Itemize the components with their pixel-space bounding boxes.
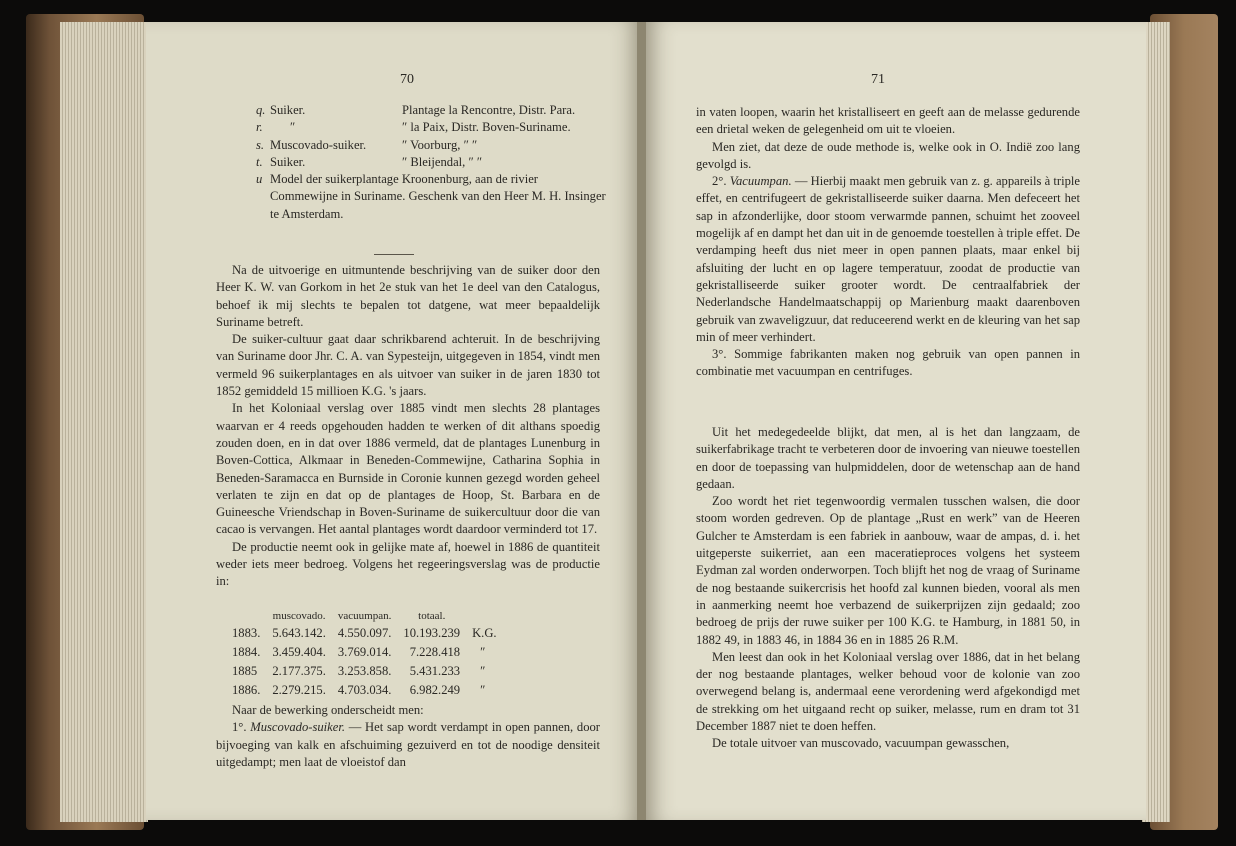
table-header bbox=[226, 608, 503, 624]
cell-vacuumpan: 3.253.858. bbox=[337, 664, 392, 678]
list-item bbox=[256, 137, 606, 154]
list-source: Plantage la Rencontre, Distr. Para. bbox=[402, 103, 576, 117]
item-term: Vacuumpan. bbox=[729, 174, 792, 189]
paragraph: De productie neemt ook in gelijke mate af, hoewel in 1886 de quantiteit weder iets meer bedroeg. Volgens het regeeringsverslag was de productie in: bbox=[216, 539, 600, 589]
item-number: 2°. bbox=[712, 174, 727, 189]
column-header: vacuumpan. bbox=[337, 610, 392, 622]
item-text: Sommige fabrikanten maken nog gebruik van open pannen in combinatie met vacuumpan en centrifuges. bbox=[696, 347, 1080, 379]
cell-totaal: 5.431.233 bbox=[409, 664, 461, 678]
column-header: totaal. bbox=[418, 610, 446, 622]
table-row bbox=[226, 662, 503, 681]
divider bbox=[374, 254, 414, 255]
cell-muscovado: 5.643.142. bbox=[272, 626, 326, 640]
cell-muscovado: 3.459.404. bbox=[272, 645, 326, 659]
item-text: — Het sap wordt verdampt in open pannen, door bijvoeging van kalk en afschuiming gezuiverd en tot de noodige densiteit uitgedampt; men laat de vloeistof dan bbox=[216, 720, 600, 769]
item-number: 3°. bbox=[712, 347, 727, 362]
paragraph bbox=[696, 346, 1080, 381]
production-table bbox=[226, 608, 503, 700]
paragraph bbox=[696, 173, 1080, 346]
page-number: 71 bbox=[871, 72, 885, 87]
paragraph: Zoo wordt het riet tegenwoordig vermalen tusschen walsen, die door stoom worden gedreven. Op de plantage „Rust en werk” van de Heeren Gulcher te Amsterdam is een fabriek in aanbouw, waar de ampas, d. i. het uitgeperste suikerriet, aan een maceratieproces volgens het systeem Eydman zal worden onderworpen. Toch blijft het nog de vraag of Suriname de nog bestaande suikercrisis het hoofd zal kunnen bieden, vooral als men in aanmerking neemt hoe verbazend de suikerprijzen zijn gedaald; zoo bedroeg de prijs der ruwe suiker per 100 K.G. te Hamburg, in 1881 50, in 1882 49, in 1883 46, in 1884 36 en in 1885 26 R.M. bbox=[696, 494, 1080, 647]
paragraph bbox=[216, 719, 600, 771]
paragraph: Naar de bewerking onderscheidt men: bbox=[232, 703, 424, 717]
body-text-continued bbox=[696, 424, 1080, 753]
paragraph: De totale uitvoer van muscovado, vacuumpan gewasschen, bbox=[712, 736, 1010, 751]
left-page bbox=[146, 22, 640, 820]
cell-year: 1884. bbox=[232, 645, 261, 659]
list-item bbox=[256, 171, 606, 223]
list-item bbox=[256, 119, 606, 136]
list-text: Model der suikerplantage Kroonenburg, aan de rivier Commewijne in Suriname. Geschenk van den Heer M. H. Insinger te Amsterdam. bbox=[270, 172, 606, 221]
table-row bbox=[226, 624, 503, 643]
paragraph: De suiker-cultuur gaat daar schrikbarend achteruit. In de beschrijving van Suriname door Jhr. C. A. van Sypesteijn, uitgegeven in 1854, vindt men vermeld 96 suikerplantages en als uitvoer van suiker in de jaren 1830 tot 1852 gemiddeld 15 millioen K.G. 's jaars. bbox=[216, 332, 600, 399]
page-edges-left bbox=[60, 22, 148, 822]
page-number: 70 bbox=[400, 72, 414, 87]
list-name: Muscovado-suiker. bbox=[270, 137, 367, 152]
list-key: u bbox=[256, 172, 263, 187]
paragraph: Men ziet, dat deze de oude methode is, welke ook in O. Indië zoo lang gevolgd is. bbox=[696, 139, 1080, 171]
list-key: r. bbox=[256, 120, 263, 135]
exhibit-list bbox=[256, 102, 606, 223]
paragraph: Uit het medegedeelde blijkt, dat men, al is het dan langzaam, de suikerfabrikage tracht te verbeteren door de invoering van nieuwe toestellen en door de toepassing van hulpmiddelen, door de wetenschap aan de hand gedaan. bbox=[696, 425, 1080, 491]
item-number: 1°. bbox=[232, 720, 247, 735]
cell-year: 1886. bbox=[232, 683, 261, 697]
list-name: Suiker. bbox=[270, 154, 306, 169]
list-source: ″ la Paix, Distr. Boven-Suriname. bbox=[402, 120, 571, 135]
table-row bbox=[226, 681, 503, 700]
item-text: — Hierbij maakt men gebruik van z. g. appareils à triple effet, en centrifugeert de gekristalliseerde suiker daarna. Men defeceert het sap in afzonderlijke, door stoom verwarmde pannen, schuimt het zooveel mogelijk af en dampt het dan uit in de genoemde toestellen à triple effet. De verdamping heeft dus niet meer in open pannen plaats, maar enkel bij afsluiting der lucht en op lagere temperatuur, zoodat de productie van gekristalliseerde suiker grooter wordt. De centraalfabriek der Nederlandsche Handelmaatschappij op Marienburg maakt daarenboven gebruik van zwaveligzuur, dat reduceerend werkt en de kleuring van het sap min of meer verhindert. bbox=[696, 174, 1080, 344]
cell-totaal: 7.228.418 bbox=[409, 645, 461, 659]
page-edges-right bbox=[1142, 22, 1170, 822]
list-item bbox=[256, 154, 606, 171]
paragraph: Men leest dan ook in het Koloniaal verslag over 1886, dat in het belang der nog bestaande plantages, welker behoud voor de kolonie van zoo overwegend belang is, andermaal eene verordening werd afgekondigd met de strekking om het uitgaand recht op suiker, melasse, rum en dram tot 31 December 1887 niet te doen heffen. bbox=[696, 649, 1080, 734]
cell-unit: ″ bbox=[480, 664, 486, 678]
paragraph: Na de uitvoerige en uitmuntende beschrijving van de suiker door den Heer K. W. van Gorkom in het 2e stuk van het 1e deel van den Catalogus, behoef ik mij slechts te bepalen tot datgene, wat meer bepaaldelijk Suriname betreft. bbox=[216, 263, 600, 329]
body-text bbox=[696, 104, 1080, 381]
right-page bbox=[646, 22, 1146, 820]
cell-year: 1885 bbox=[232, 664, 258, 678]
body-text-continued bbox=[216, 702, 600, 771]
list-name: ″ bbox=[290, 120, 296, 135]
list-key: t. bbox=[256, 154, 263, 169]
cell-muscovado: 2.177.375. bbox=[272, 664, 326, 678]
list-source: ″ Voorburg, ″ ″ bbox=[402, 137, 478, 152]
cell-totaal: 6.982.249 bbox=[409, 683, 461, 697]
paragraph: in vaten loopen, waarin het kristalliseert en geeft aan de melasse gedurende een drietal weken de gelegenheid om uit te vloeien. bbox=[696, 105, 1080, 137]
body-text bbox=[216, 262, 600, 591]
cell-totaal: 10.193.239 bbox=[403, 626, 461, 640]
cell-vacuumpan: 4.550.097. bbox=[337, 626, 392, 640]
list-name: Suiker. bbox=[270, 103, 306, 117]
list-key: s. bbox=[256, 137, 265, 152]
cell-year: 1883. bbox=[232, 626, 261, 640]
list-source: ″ Bleijendal, ″ ″ bbox=[402, 154, 483, 169]
cell-muscovado: 2.279.215. bbox=[272, 683, 326, 697]
item-term: Muscovado-suiker. bbox=[250, 720, 345, 735]
cell-vacuumpan: 4.703.034. bbox=[337, 683, 392, 697]
cell-vacuumpan: 3.769.014. bbox=[337, 645, 392, 659]
cell-unit: ″ bbox=[480, 683, 486, 697]
cell-unit: K.G. bbox=[472, 626, 497, 640]
cell-unit: ″ bbox=[480, 645, 486, 659]
list-key: q. bbox=[256, 103, 266, 117]
paragraph: In het Koloniaal verslag over 1885 vindt men slechts 28 plantages waarvan er 4 reeds opgehouden hadden te werken of dit althans spoedig zouden doen, en in dat over 1886 vermeld, dat de plantages Lunenburg in Boven-Cottica, Alkmaar in Beneden-Commewijne, Catharina Sophia in Beneden-Saramacca en Burnside in Coronie kunnen gezegd worden geheel verlaten te zijn en dat op de plantages de Hoop, St. Barbara en de Guineesche Vriendschap in Boven-Suriname de suikercultuur door die van cacao is vervangen. Het aantal plantages wordt daardoor verminderd tot 17. bbox=[216, 401, 600, 537]
table-row bbox=[226, 643, 503, 662]
column-header: muscovado. bbox=[272, 610, 326, 622]
list-item bbox=[256, 102, 606, 119]
